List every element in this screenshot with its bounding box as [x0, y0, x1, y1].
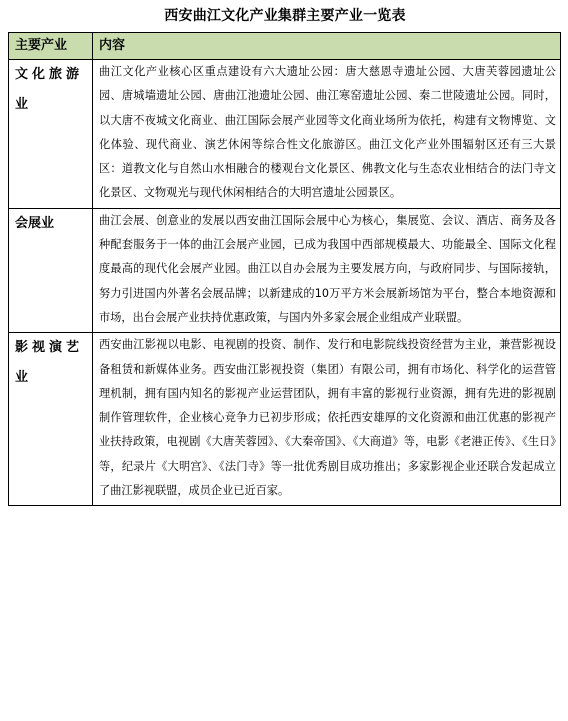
table-title: 西安曲江文化产业集群主要产业一览表	[164, 8, 406, 24]
header-industry: 主要产业	[9, 33, 93, 60]
table-header-row	[9, 33, 561, 60]
industry-cell-exhibition: 会展业	[9, 208, 93, 332]
table-row-cultural-tourism	[9, 60, 561, 209]
header-content: 内容	[93, 33, 561, 60]
industry-cell-film-performance: 影视演艺业	[9, 333, 93, 506]
content-cell-film-performance: 西安曲江影视以电影、电视剧的投资、制作、发行和电影院线投资经营为主业，兼营影视设备租赁和新媒体业务。西安曲江影视投资（集团）有限公司，拥有市场化、科学化的运营管理机制，拥有国内知名的影视产业运营团队，拥有丰富的影视行业资源，拥有先进的影视剧制作管理软件，企业核心竞争力已初步形成；依托西安雄厚的文化资源和曲江优惠的影视产业扶持政策，电视剧《大唐芙蓉园》、《大秦帝国》、《大商道》等，电影《老港正传》、《生日》等，纪录片《大明宫》、《法门寺》等一批优秀剧目成功推出；多家影视企业还联合发起成立了曲江影视联盟，成员企业已近百家。	[93, 333, 561, 506]
content-cell-exhibition: 曲江会展、创意业的发展以西安曲江国际会展中心为核心，集展览、会议、酒店、商务及各种配套服务于一体的曲江会展产业园，已成为我国中西部规模最大、功能最全、国际文化程度最高的现代化会展产业园。曲江以自办会展为主要发展方向，与政府同步、与国际接轨，努力引进国内外著名会展品牌；以新建成的10万平方米会展新场馆为平台，整合本地资源和市场，出台会展产业扶持优惠政策，与国内外多家会展企业组成产业联盟。	[93, 208, 561, 332]
table-row-exhibition	[9, 208, 561, 332]
industry-cell-cultural-tourism: 文化旅游业	[9, 60, 93, 209]
industry-table	[8, 32, 561, 506]
content-cell-cultural-tourism: 曲江文化产业核心区重点建设有六大遗址公园：唐大慈恩寺遗址公园、大唐芙蓉园遗址公园、唐城墙遗址公园、唐曲江池遗址公园、曲江寒窑遗址公园、秦二世陵遗址公园。同时，以大唐不夜城文化商业、曲江国际会展产业园等文化商业场所为依托，构建有文物博览、文化体验、现代商业、演艺休闲等综合性文化旅游区。曲江文化产业外围辐射区还有三大景区：道教文化与自然山水相融合的楼观台文化景区、佛教文化与生态农业相结合的法门寺文化景区、文物观光与现代休闲相结合的大明宫遗址公园景区。	[93, 60, 561, 209]
table-row-film-performance	[9, 333, 561, 506]
